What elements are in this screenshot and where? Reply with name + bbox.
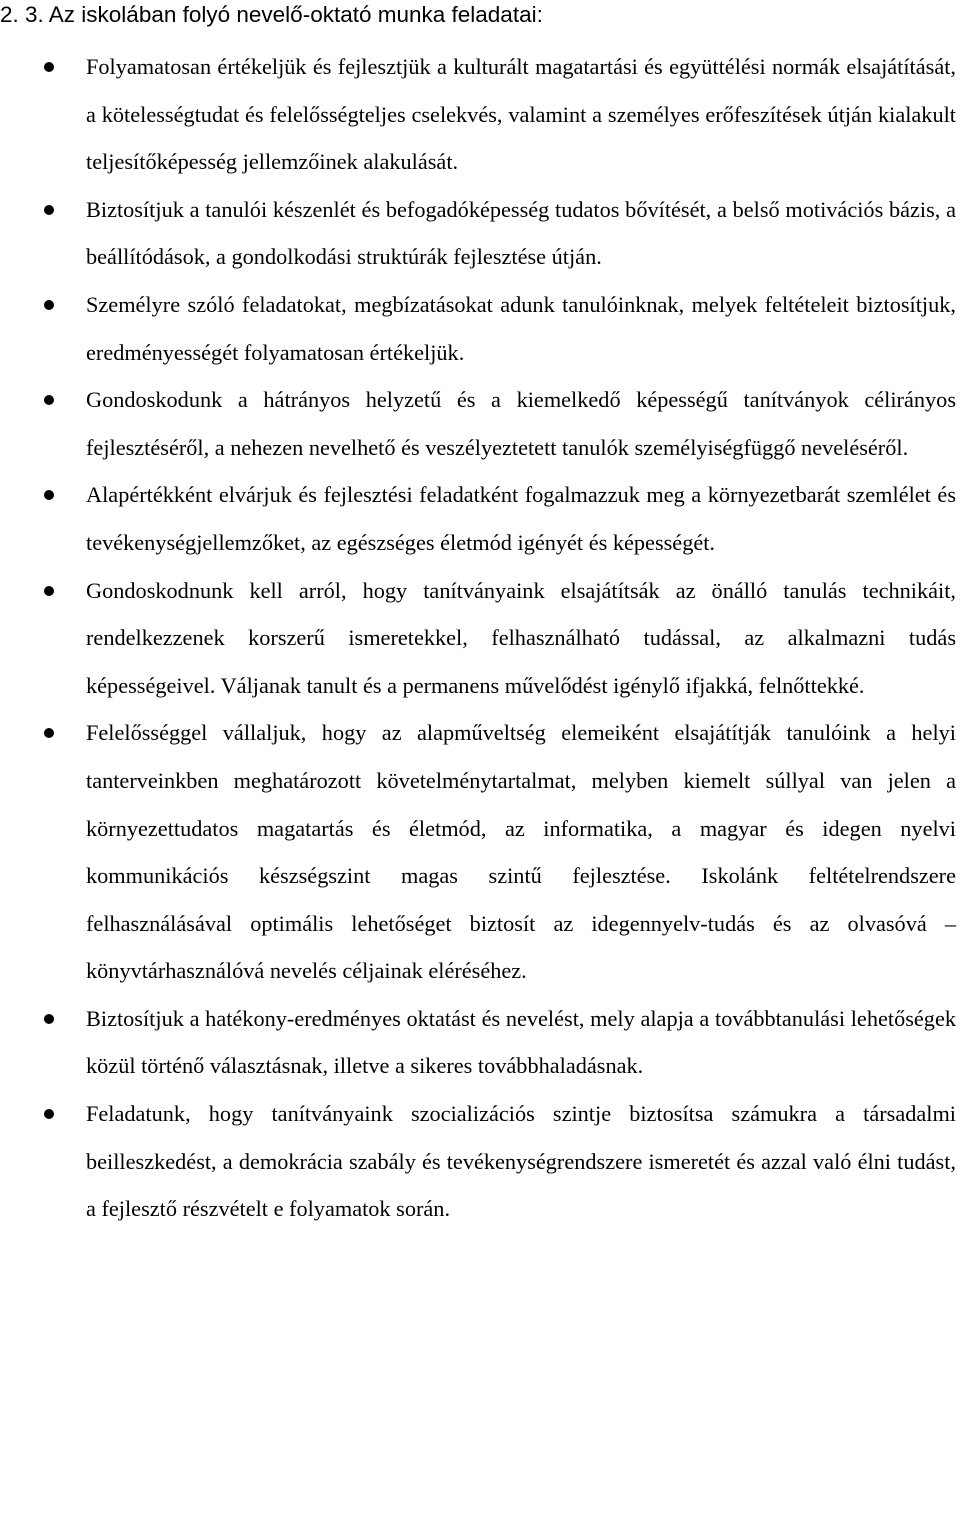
list-item-text: Gondoskodunk a hátrányos helyzetű és a kiemelkedő képességű tanítványok célirányos fejlesztéséről, a nehezen nevelhető és veszélyeztetett tanulók személyiségfüggő neveléséről. <box>86 387 956 460</box>
list-item <box>0 281 960 376</box>
bullet-icon <box>44 62 54 72</box>
list-item <box>0 567 960 710</box>
task-list <box>0 43 960 1233</box>
list-item <box>0 471 960 566</box>
bullet-icon <box>44 728 54 738</box>
list-item-text: Biztosítjuk a hatékony-eredményes oktatást és nevelést, mely alapja a továbbtanulási lehetőségek közül történő választásnak, illetve a sikeres továbbhaladásnak. <box>86 1005 956 1079</box>
list-item <box>0 995 960 1090</box>
bullet-icon <box>44 395 54 405</box>
list-item-text: Személyre szóló feladatokat, megbízatásokat adunk tanulóinknak, melyek feltételeit biztosítjuk, eredményességét folyamatosan értékeljük. <box>86 291 956 365</box>
list-item-text: Biztosítjuk a tanulói készenlét és befogadóképesség tudatos bővítését, a belső motivációs bázis, a beállítódások, a gondolkodási struktúrák fejlesztése útján. <box>86 196 956 270</box>
bullet-icon <box>44 205 54 215</box>
bullet-icon <box>44 1109 54 1119</box>
list-item-text: Felelősséggel vállaljuk, hogy az alapműveltség elemeiként elsajátítják tanulóink a helyi tanterveinkben meghatározott követelménytartalmat, melyben kiemelt súllyal van jelen a környezettudatos magatartás és életmód, az informatika, a magyar és idegen nyelvi kommunikációs készségszint magas szintű fejlesztése. Iskolánk feltételrendszere felhasználásával optimális lehetőséget biztosít az idegennyelv-tudás és az olvasóvá – könyvtárhasználóvá nevelés céljainak eléréséhez. <box>86 720 956 984</box>
list-item-text: Gondoskodnunk kell arról, hogy tanítványaink elsajátítsák az önálló tanulás technikáit, rendelkezzenek korszerű ismeretekkel, felhasználható tudással, az alkalmazni tudás képességeivel. Váljanak tanult és a permanens művelődést igénylő ifjakká, felnőttekké. <box>86 577 956 698</box>
list-item-text: Feladatunk, hogy tanítványaink szocializációs szintje biztosítsa számukra a társadalmi beilleszkedést, a demokrácia szabály és tevékenységrendszere ismeretét és azzal való élni tudást, a fejlesztő részvételt e folyamatok során. <box>86 1101 956 1222</box>
list-item-text: Alapértékként elvárjuk és fejlesztési feladatként fogalmazzuk meg a környezetbarát szemlélet és tevékenységjellemzőket, az egészséges életmód igényét és képességét. <box>86 482 956 555</box>
list-item <box>0 43 960 186</box>
list-item-text: Folyamatosan értékeljük és fejlesztjük a kulturált magatartási és együttélési normák elsajátítását, a kötelességtudat és felelősségteljes cselekvés, valamint a személyes erőfeszítések útján kialakult teljesítőképesség jellemzőinek alakulását. <box>86 54 956 175</box>
bullet-icon <box>44 1014 54 1024</box>
list-item <box>0 709 960 995</box>
bullet-icon <box>44 300 54 310</box>
bullet-icon <box>44 586 54 596</box>
list-item <box>0 376 960 471</box>
bullet-icon <box>44 490 54 500</box>
list-item <box>0 186 960 281</box>
section-heading: 2. 3. Az iskolában folyó nevelő-oktató munka feladatai: <box>0 2 543 27</box>
list-item <box>0 1090 960 1233</box>
